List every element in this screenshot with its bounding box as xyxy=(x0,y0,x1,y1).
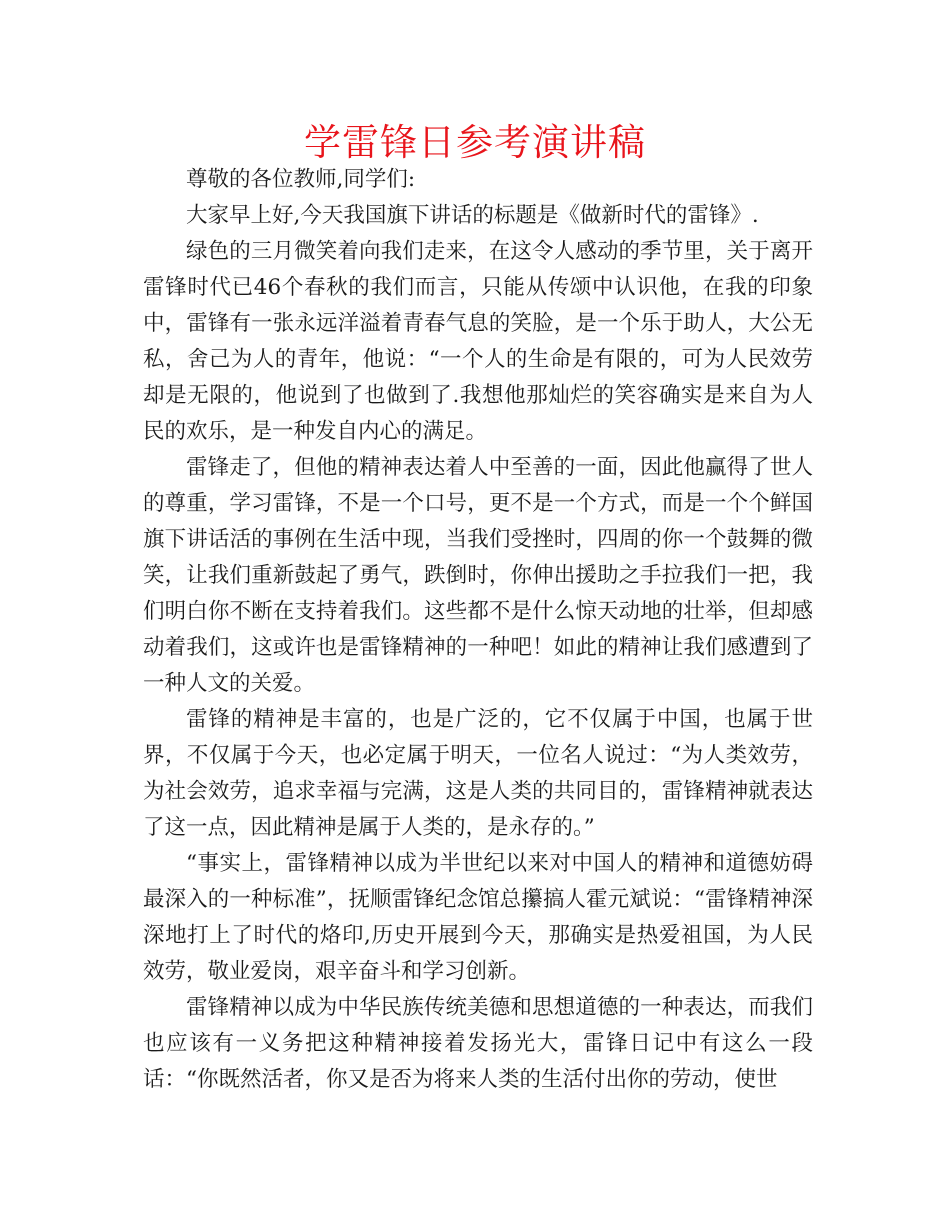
body-paragraph: 雷锋精神以成为中华民族传统美德和思想道德的一种表达，而我们也应该有一义务把这种精神接着发扬光大，雷锋日记中有这么一段话：“你既然活者，你又是否为将来人类的生活付出你的劳动，使世 xyxy=(143,995,813,1092)
body-paragraph: 雷锋的精神是丰富的，也是广泛的，它不仅属于中国，也属于世界，不仅属于今天，也必定属于明天，一位名人说过：“为人类效劳，为社会效劳，追求幸福与完满，这是人类的共同目的，雷锋精神就表达了这一点，因此精神是属于人类的，是永存的。” xyxy=(143,707,813,840)
greeting-paragraph: 尊敬的各位教师,同学们: xyxy=(186,167,416,192)
document-title: 学雷锋日参考演讲稿 xyxy=(304,121,646,164)
body-paragraph: 雷锋走了，但他的精神表达着人中至善的一面，因此他赢得了世人的尊重，学习雷锋，不是一个口号，更不是一个方式，而是一个个鲜国旗下讲话活的事例在生活中现，当我们受挫时，四周的你一个鼓舞的微笑，让我们重新鼓起了勇气，跌倒时，你伸出援助之手拉我们一把，我们明白你不断在支持着我们。这些都不是什么惊天动地的壮举，但却感动着我们，这或许也是雷锋精神的一种吧！如此的精神让我们感遭到了一种人文的关爱。 xyxy=(143,455,813,696)
intro-paragraph: 大家早上好,今天我国旗下讲话的标题是《做新时代的雷锋》. xyxy=(186,203,759,228)
body-paragraph: 绿色的三月微笑着向我们走来，在这令人感动的季节里，关于离开雷锋时代已46个春秋的我们而言，只能从传颂中认识他，在我的印象中，雷锋有一张永远洋溢着青春气息的笑脸，是一个乐于助人，大公无私，舍己为人的青年，他说：“一个人的生命是有限的，可为人民效劳却是无限的，他说到了也做到了.我想他那灿烂的笑容确实是来自为人民的欢乐，是一种发自内心的满足。 xyxy=(143,239,813,444)
body-paragraph: “事实上，雷锋精神以成为半世纪以来对中国人的精神和道德妨碍最深入的一种标准”，抚顺雷锋纪念馆总攥搞人霍元斌说：“雷锋精神深深地打上了时代的烙印,历史开展到今天，那确实是热爱祖国，为人民效劳，敬业爱岗，艰辛奋斗和学习创新。 xyxy=(143,851,813,984)
document-body xyxy=(143,162,813,1098)
